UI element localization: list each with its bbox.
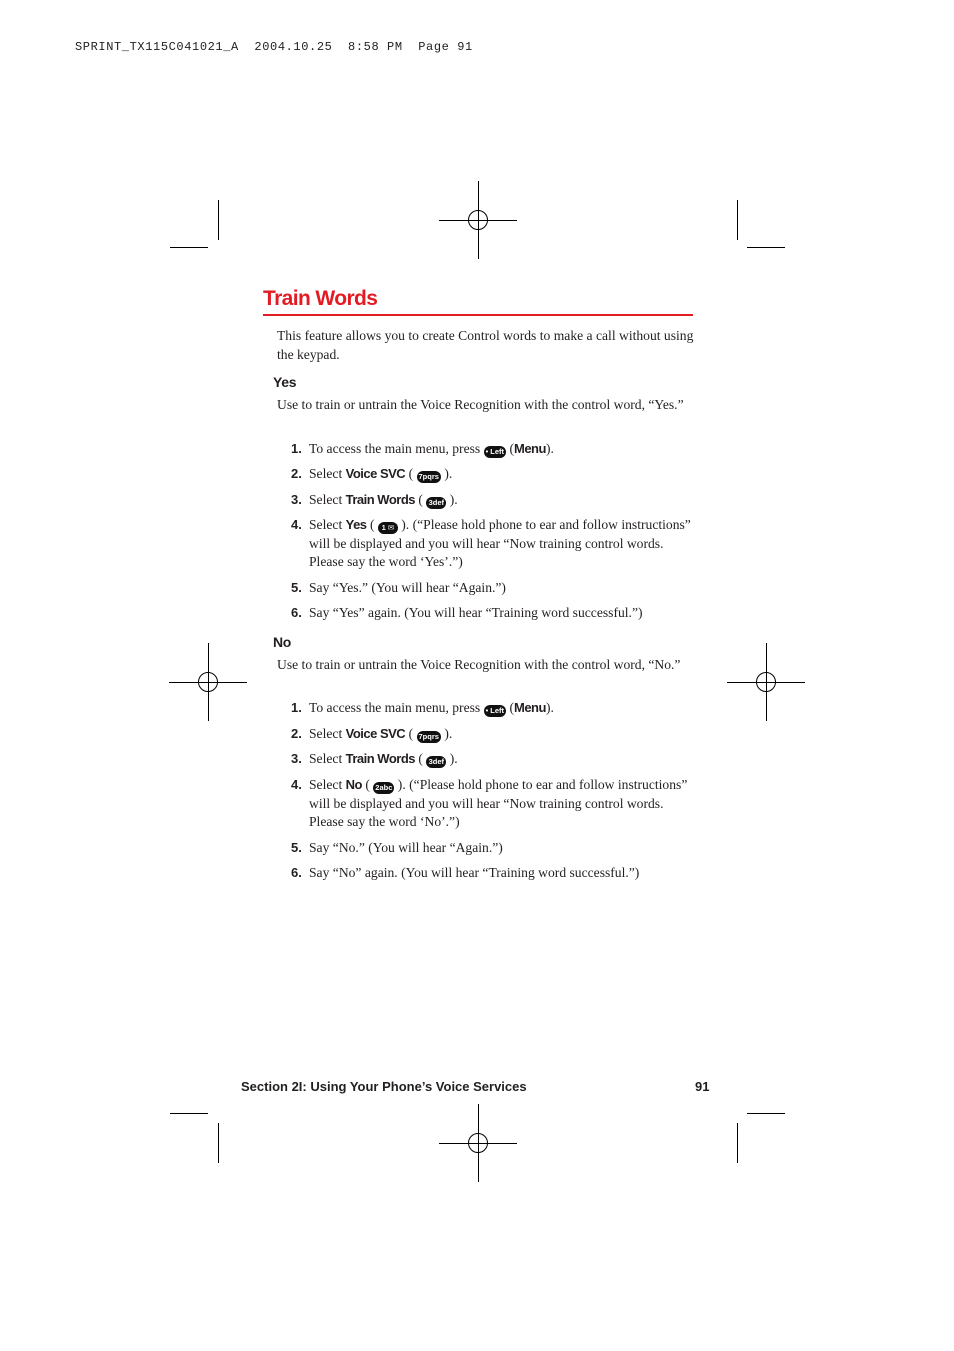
yes-heading: Yes [273,374,297,390]
page-title: Train Words [263,287,378,310]
step-text: Say “No.” (You will hear “Again.”) [309,840,503,855]
step-number: 6. [291,865,302,880]
step-text-end: ). [545,441,554,456]
step-text: Select [309,492,346,507]
title-underline [263,314,693,316]
paren-open: ( [506,441,514,456]
step-text: Say “Yes.” (You will hear “Again.”) [309,580,506,595]
key-7-icon: 7pqrs [418,472,439,481]
paren-open: ( [415,492,427,507]
paren-open: ( [361,777,374,792]
crop-mark-bottom-left-h [170,1113,208,1114]
registration-mark-left-icon [169,643,247,721]
train-words-label: Train Words [345,492,416,507]
step-text: Select [309,517,346,532]
key-1-icon: 1 ✉ [378,522,398,534]
step-text: To access the main menu, press [309,700,484,715]
step-text: Select [309,777,346,792]
step-text-end: ). [440,726,453,741]
key-3-icon: 3def [426,497,446,509]
no-description: Use to train or untrain the Voice Recognition with the control word, “No.” [277,657,681,672]
step-text-end: ). [446,751,458,766]
step-number: 6. [291,605,302,620]
step-number: 1. [291,441,302,456]
step-text-end: ). [545,700,554,715]
step-number: 4. [291,777,302,792]
yes-description: Use to train or untrain the Voice Recognition with the control word, “Yes.” [277,397,684,412]
intro-paragraph: This feature allows you to create Control words to make a call without using the keypad. [277,328,694,362]
footer-section-title: Section 2I: Using Your Phone’s Voice Services [241,1079,527,1094]
crop-mark-top-left-h [170,247,208,248]
crop-mark-bottom-right-h [747,1113,785,1114]
step-number: 3. [291,751,302,766]
crop-mark-top-right-v [737,200,738,240]
step-number: 1. [291,700,302,715]
crop-mark-bottom-right-v [737,1123,738,1163]
step-text: Say “No” again. (You will hear “Training word successful.”) [309,865,640,880]
step-text: Select [309,466,346,481]
step-number: 5. [291,840,302,855]
paren-open: ( [405,726,417,741]
paren-open: ( [506,700,514,715]
key-3-icon: 3def [426,756,446,768]
paren-open: ( [415,751,427,766]
step-number: 3. [291,492,302,507]
step-number: 2. [291,466,302,481]
step-text-end: ). (“Please hold phone to ear and follow instructions” will be displayed and you will hear “Now training control words. Please say the word ‘No’.”) [309,777,688,829]
crop-mark-top-right-h [747,247,785,248]
step-number: 5. [291,580,302,595]
yes-label: Yes [345,517,367,532]
paren-open: ( [366,517,378,532]
menu-key-icon: • Left [485,447,505,456]
no-heading: No [273,634,292,650]
no-label: No [345,777,362,792]
step-number: 4. [291,517,302,532]
menu-label: Menu [514,700,546,715]
voice-svc-label: Voice SVC [345,726,406,741]
paren-open: ( [405,466,417,481]
step-text: Say “Yes” again. (You will hear “Training word successful.”) [309,605,643,620]
step-text-end: ). [446,492,458,507]
step-text: Select [309,751,346,766]
crop-mark-top-left-v [218,200,219,240]
key-2-icon: 2abc [375,783,393,792]
registration-mark-right-icon [727,643,805,721]
registration-mark-top-icon [439,181,517,259]
step-text: To access the main menu, press [309,441,484,456]
voice-svc-label: Voice SVC [345,466,406,481]
key-7-icon: 7pqrs [418,732,439,741]
menu-key-icon: • Left [485,706,505,715]
step-text: Select [309,726,346,741]
footer-page-number: 91 [695,1079,710,1094]
step-text-end: ). (“Please hold phone to ear and follow instructions” will be displayed and you will hear “Now training control words. Please say the word ‘Yes’.”) [309,517,691,569]
train-words-label: Train Words [345,751,416,766]
step-text-end: ). [440,466,453,481]
menu-label: Menu [514,441,546,456]
print-slug: SPRINT_TX115C041021_A 2004.10.25 8:58 PM Page 91 [75,40,473,54]
registration-mark-bottom-icon [439,1104,517,1182]
crop-mark-bottom-left-v [218,1123,219,1163]
step-number: 2. [291,726,302,741]
